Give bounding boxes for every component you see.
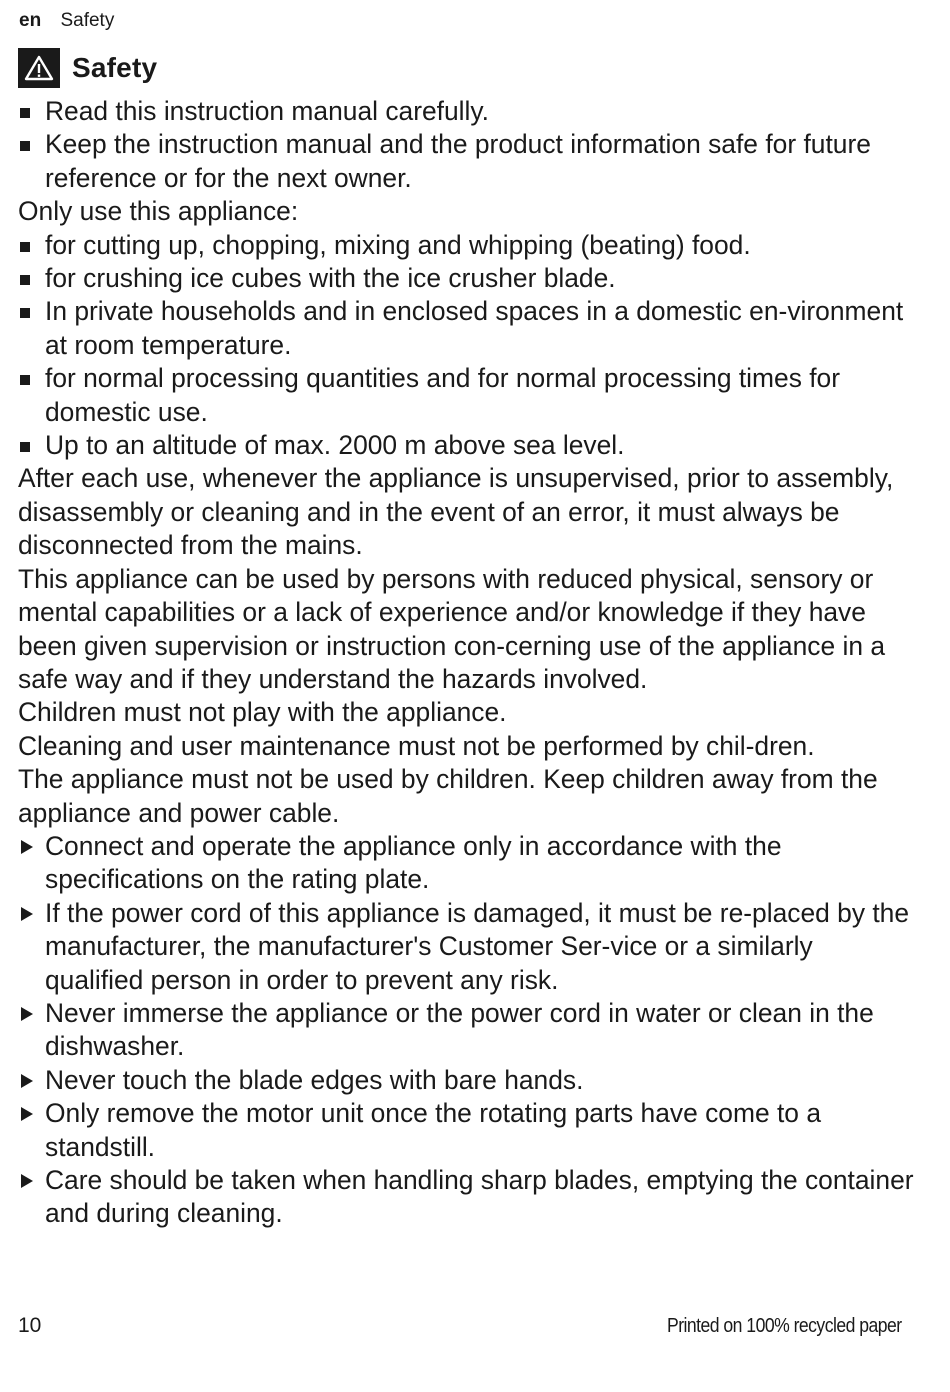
square-bullet-icon [20,375,30,385]
square-bullet-icon [20,442,30,452]
triangle-bullet-icon [21,1074,33,1088]
list-item: for cutting up, chopping, mixing and whipping (beating) food. [18,229,918,262]
list-item: Keep the instruction manual and the product information safe for future reference or for the next owner. [18,128,918,195]
instruction-item: Connect and operate the appliance only in accordance with the specifications on the rating plate. [18,830,918,897]
instruction-item: Never touch the blade edges with bare hands. [18,1064,918,1097]
list-item: Read this instruction manual carefully. [18,95,918,128]
safety-content [18,95,918,1231]
paragraph: Cleaning and user maintenance must not be performed by chil-dren. [18,730,815,761]
page-title: Safety [72,52,158,83]
triangle-bullet-icon [21,840,33,854]
triangle-bullet-icon [21,907,33,921]
instruction-item: Only remove the motor unit once the rotating parts have come to a standstill. [18,1097,918,1164]
square-bullet-icon [20,108,30,118]
instruction-item: If the power cord of this appliance is damaged, it must be re-placed by the manufacturer, the manufacturer's Customer Ser-vice or a similarly qualified person in order to prevent any risk. [18,897,918,997]
triangle-bullet-icon [21,1107,33,1121]
instruction-item: Care should be taken when handling sharp blades, emptying the container and during cleaning. [18,1164,918,1231]
list-item: In private households and in enclosed spaces in a domestic en-vironment at room temperature. [18,295,918,362]
square-bullet-icon [20,242,30,252]
triangle-bullet-icon [21,1174,33,1188]
square-bullet-icon [20,275,30,285]
section-heading [18,47,157,89]
paragraph: The appliance must not be used by children. Keep children away from the appliance and power cable. [18,764,878,828]
footer-note: Printed on 100% recycled paper [667,1315,902,1337]
language-code: en [19,10,42,31]
usage-intro: Only use this appliance: [18,196,299,227]
list-item: for crushing ice cubes with the ice crusher blade. [18,262,918,295]
list-item: for normal processing quantities and for normal processing times for domestic use. [18,362,918,429]
paragraph: Children must not play with the appliance. [18,697,507,728]
section-name: Safety [60,10,115,31]
running-header [19,9,114,33]
paragraph: This appliance can be used by persons with reduced physical, sensory or mental capabilities or a lack of experience and/or knowledge if they have been given supervision or instruction con-cerning use of the appliance in a safe way and if they understand the hazards involved. [18,563,886,694]
square-bullet-icon [20,308,30,318]
paragraph: After each use, whenever the appliance is unsupervised, prior to assembly, disassembly or cleaning and in the event of an error, it must always be disconnected from the mains. [18,463,894,561]
square-bullet-icon [20,141,30,151]
triangle-bullet-icon [21,1007,33,1021]
list-item: Up to an altitude of max. 2000 m above sea level. [18,429,918,462]
page-number: 10 [18,1314,42,1337]
warning-icon [18,48,60,88]
instruction-item: Never immerse the appliance or the power cord in water or clean in the dishwasher. [18,997,918,1064]
